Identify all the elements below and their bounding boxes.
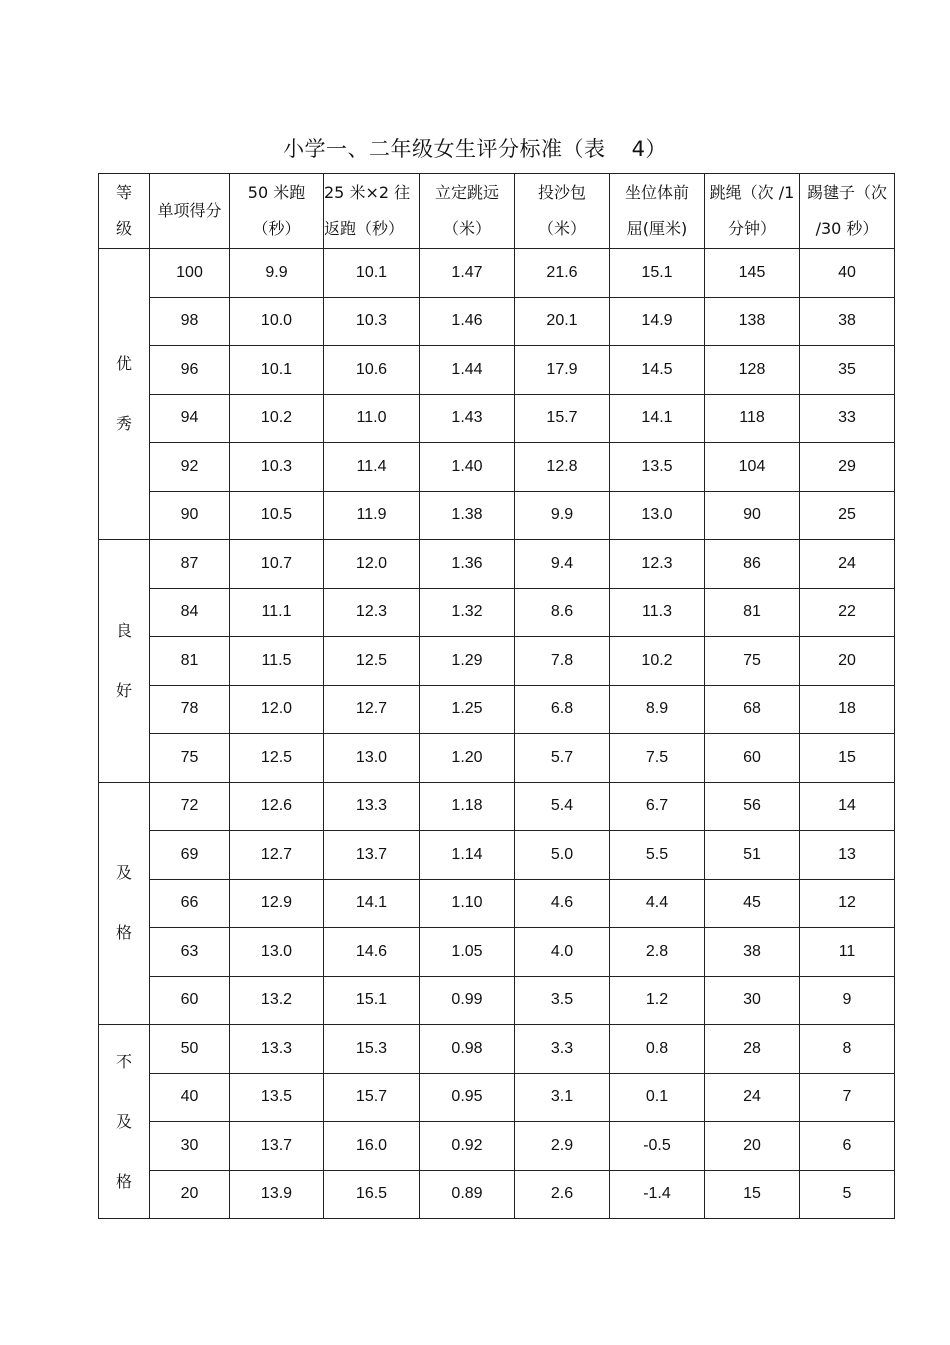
table-row [99, 588, 895, 637]
value-cell: 6 [800, 1122, 895, 1171]
header-shuttlecock-line2: /30 秒） [815, 219, 879, 238]
value-cell: 12.3 [610, 540, 705, 589]
score-cell: 78 [150, 685, 230, 734]
value-cell: 12.0 [324, 540, 420, 589]
value-cell: 21.6 [515, 249, 610, 298]
value-cell: 9.9 [515, 491, 610, 540]
value-cell: 1.18 [420, 782, 515, 831]
table-row [99, 637, 895, 686]
value-cell: 28 [705, 1025, 800, 1074]
value-cell: 29 [800, 443, 895, 492]
grade-char: 格 [115, 1171, 132, 1191]
table-row [99, 1073, 895, 1122]
value-cell: 10.3 [324, 297, 420, 346]
value-cell: 12.0 [230, 685, 324, 734]
value-cell: 68 [705, 685, 800, 734]
value-cell: 11.5 [230, 637, 324, 686]
grade-cell [99, 249, 150, 540]
score-cell: 92 [150, 443, 230, 492]
value-cell: 15.7 [515, 394, 610, 443]
table-body [99, 249, 895, 1219]
value-cell: 15 [800, 734, 895, 783]
value-cell: 9 [800, 976, 895, 1025]
header-grade-line2: 级 [115, 219, 132, 238]
score-cell: 100 [150, 249, 230, 298]
value-cell: 1.10 [420, 879, 515, 928]
value-cell: 1.40 [420, 443, 515, 492]
value-cell: 24 [705, 1073, 800, 1122]
grade-char: 好 [115, 680, 132, 700]
value-cell: 0.92 [420, 1122, 515, 1171]
value-cell: 1.36 [420, 540, 515, 589]
score-cell: 30 [150, 1122, 230, 1171]
value-cell: 12.7 [230, 831, 324, 880]
value-cell: 13.9 [230, 1170, 324, 1219]
value-cell: 86 [705, 540, 800, 589]
value-cell: 11.4 [324, 443, 420, 492]
value-cell: 56 [705, 782, 800, 831]
value-cell: 13.7 [230, 1122, 324, 1171]
table-row [99, 782, 895, 831]
value-cell: 1.20 [420, 734, 515, 783]
title-number: 4） [631, 137, 667, 161]
score-cell: 84 [150, 588, 230, 637]
table-row [99, 540, 895, 589]
value-cell: 1.47 [420, 249, 515, 298]
value-cell: 8.9 [610, 685, 705, 734]
score-cell: 63 [150, 928, 230, 977]
value-cell: 138 [705, 297, 800, 346]
value-cell: 10.6 [324, 346, 420, 395]
table-row [99, 1025, 895, 1074]
value-cell: 9.4 [515, 540, 610, 589]
header-jump-line1: 立定跳远 [434, 183, 499, 202]
table-row [99, 928, 895, 977]
value-cell: 10.1 [324, 249, 420, 298]
score-cell: 94 [150, 394, 230, 443]
value-cell: 1.29 [420, 637, 515, 686]
value-cell: 3.5 [515, 976, 610, 1025]
value-cell: 16.5 [324, 1170, 420, 1219]
grade-cell [99, 540, 150, 783]
score-cell: 50 [150, 1025, 230, 1074]
value-cell: 5.7 [515, 734, 610, 783]
header-50m-line1: 50 米跑 [247, 183, 306, 202]
value-cell: 8 [800, 1025, 895, 1074]
grade-char: 不 [115, 1051, 132, 1071]
value-cell: 1.44 [420, 346, 515, 395]
value-cell: 6.8 [515, 685, 610, 734]
value-cell: 14.5 [610, 346, 705, 395]
table-row [99, 879, 895, 928]
header-jump-line2: （米） [442, 219, 491, 238]
value-cell: 1.43 [420, 394, 515, 443]
header-sandbag-line1: 投沙包 [537, 183, 586, 202]
value-cell: 1.05 [420, 928, 515, 977]
table-row [99, 976, 895, 1025]
value-cell: 20 [705, 1122, 800, 1171]
table-row [99, 734, 895, 783]
value-cell: 8.6 [515, 588, 610, 637]
score-cell: 72 [150, 782, 230, 831]
header-score-line1: 单项得分 [157, 201, 222, 220]
header-rope-line1: 跳绳（次 /1 [709, 183, 795, 202]
value-cell: 5.4 [515, 782, 610, 831]
score-cell: 66 [150, 879, 230, 928]
score-cell: 87 [150, 540, 230, 589]
value-cell: 6.7 [610, 782, 705, 831]
value-cell: 11.1 [230, 588, 324, 637]
value-cell: 0.95 [420, 1073, 515, 1122]
value-cell: -1.4 [610, 1170, 705, 1219]
value-cell: 13 [800, 831, 895, 880]
header-shuttlecock [800, 174, 895, 249]
value-cell: 20 [800, 637, 895, 686]
table-row [99, 1122, 895, 1171]
score-cell: 96 [150, 346, 230, 395]
value-cell: 12.7 [324, 685, 420, 734]
header-score [150, 174, 230, 249]
table-row [99, 491, 895, 540]
value-cell: 11 [800, 928, 895, 977]
header-sandbag-throw [515, 174, 610, 249]
value-cell: 5.5 [610, 831, 705, 880]
value-cell: 38 [800, 297, 895, 346]
value-cell: 11.0 [324, 394, 420, 443]
header-reach-line1: 坐位体前 [624, 183, 689, 202]
value-cell: 15.1 [610, 249, 705, 298]
value-cell: 10.5 [230, 491, 324, 540]
value-cell: 12 [800, 879, 895, 928]
value-cell: 24 [800, 540, 895, 589]
table-row [99, 443, 895, 492]
value-cell: 15.7 [324, 1073, 420, 1122]
value-cell: 0.99 [420, 976, 515, 1025]
score-cell: 20 [150, 1170, 230, 1219]
value-cell: 12.3 [324, 588, 420, 637]
grade-char: 秀 [115, 414, 132, 433]
value-cell: 104 [705, 443, 800, 492]
table-row [99, 249, 895, 298]
header-reach-line2: 屈(厘米) [626, 219, 688, 238]
value-cell: -0.5 [610, 1122, 705, 1171]
value-cell: 17.9 [515, 346, 610, 395]
value-cell: 118 [705, 394, 800, 443]
scoring-table [98, 173, 895, 1219]
value-cell: 2.6 [515, 1170, 610, 1219]
score-cell: 40 [150, 1073, 230, 1122]
grade-char: 及 [115, 863, 132, 883]
value-cell: 13.5 [230, 1073, 324, 1122]
score-cell: 90 [150, 491, 230, 540]
value-cell: 13.5 [610, 443, 705, 492]
value-cell: 145 [705, 249, 800, 298]
header-sit-reach [610, 174, 705, 249]
value-cell: 1.14 [420, 831, 515, 880]
value-cell: 90 [705, 491, 800, 540]
value-cell: 1.32 [420, 588, 515, 637]
table-row [99, 831, 895, 880]
value-cell: 20.1 [515, 297, 610, 346]
value-cell: 0.8 [610, 1025, 705, 1074]
value-cell: 25 [800, 491, 895, 540]
value-cell: 13.0 [324, 734, 420, 783]
value-cell: 1.38 [420, 491, 515, 540]
value-cell: 10.7 [230, 540, 324, 589]
page-title [0, 133, 950, 163]
grade-char: 及 [115, 1111, 132, 1131]
grade-char: 格 [115, 923, 132, 943]
header-shuttle-line2: 返跑（秒） [324, 219, 405, 238]
score-cell: 60 [150, 976, 230, 1025]
value-cell: 4.4 [610, 879, 705, 928]
value-cell: 10.1 [230, 346, 324, 395]
value-cell: 2.8 [610, 928, 705, 977]
table-row [99, 346, 895, 395]
value-cell: 14.1 [610, 394, 705, 443]
value-cell: 10.3 [230, 443, 324, 492]
header-shuttlecock-line1: 踢毽子（次 [806, 183, 887, 202]
header-50m-line2: （秒） [252, 219, 301, 238]
grade-char: 优 [115, 354, 132, 373]
value-cell: 12.8 [515, 443, 610, 492]
value-cell: 2.9 [515, 1122, 610, 1171]
value-cell: 1.25 [420, 685, 515, 734]
table-row [99, 1170, 895, 1219]
value-cell: 12.6 [230, 782, 324, 831]
value-cell: 0.98 [420, 1025, 515, 1074]
value-cell: 7.8 [515, 637, 610, 686]
value-cell: 7 [800, 1073, 895, 1122]
value-cell: 13.3 [324, 782, 420, 831]
value-cell: 15.3 [324, 1025, 420, 1074]
value-cell: 22 [800, 588, 895, 637]
value-cell: 38 [705, 928, 800, 977]
value-cell: 3.3 [515, 1025, 610, 1074]
value-cell: 15 [705, 1170, 800, 1219]
value-cell: 13.7 [324, 831, 420, 880]
value-cell: 5 [800, 1170, 895, 1219]
value-cell: 0.1 [610, 1073, 705, 1122]
value-cell: 15.1 [324, 976, 420, 1025]
value-cell: 11.9 [324, 491, 420, 540]
value-cell: 75 [705, 637, 800, 686]
value-cell: 60 [705, 734, 800, 783]
value-cell: 10.2 [230, 394, 324, 443]
value-cell: 16.0 [324, 1122, 420, 1171]
value-cell: 13.2 [230, 976, 324, 1025]
grade-cell [99, 782, 150, 1025]
value-cell: 10.0 [230, 297, 324, 346]
score-cell: 98 [150, 297, 230, 346]
title-text: 小学一、二年级女生评分标准（表 [283, 137, 606, 161]
header-sandbag-line2: （米） [537, 219, 586, 238]
value-cell: 4.6 [515, 879, 610, 928]
value-cell: 11.3 [610, 588, 705, 637]
value-cell: 40 [800, 249, 895, 298]
header-shuttle-line1: 25 米×2 往 [324, 183, 411, 202]
value-cell: 13.0 [230, 928, 324, 977]
value-cell: 12.5 [230, 734, 324, 783]
grade-char: 良 [115, 620, 132, 640]
value-cell: 14.9 [610, 297, 705, 346]
table-row [99, 394, 895, 443]
value-cell: 9.9 [230, 249, 324, 298]
value-cell: 12.5 [324, 637, 420, 686]
value-cell: 81 [705, 588, 800, 637]
score-cell: 69 [150, 831, 230, 880]
value-cell: 1.2 [610, 976, 705, 1025]
value-cell: 13.3 [230, 1025, 324, 1074]
value-cell: 14.6 [324, 928, 420, 977]
value-cell: 14 [800, 782, 895, 831]
header-grade [99, 174, 150, 249]
value-cell: 18 [800, 685, 895, 734]
header-shuttle-run [324, 174, 420, 249]
grade-cell [99, 1025, 150, 1219]
value-cell: 7.5 [610, 734, 705, 783]
value-cell: 45 [705, 879, 800, 928]
value-cell: 51 [705, 831, 800, 880]
value-cell: 14.1 [324, 879, 420, 928]
header-rope-skip [705, 174, 800, 249]
value-cell: 3.1 [515, 1073, 610, 1122]
header-grade-line1: 等 [115, 183, 132, 202]
header-50m-run [230, 174, 324, 249]
value-cell: 5.0 [515, 831, 610, 880]
score-cell: 75 [150, 734, 230, 783]
value-cell: 128 [705, 346, 800, 395]
header-row [99, 174, 895, 249]
table-row [99, 297, 895, 346]
value-cell: 4.0 [515, 928, 610, 977]
header-rope-line2: 分钟） [727, 219, 776, 238]
value-cell: 10.2 [610, 637, 705, 686]
score-cell: 81 [150, 637, 230, 686]
value-cell: 33 [800, 394, 895, 443]
value-cell: 12.9 [230, 879, 324, 928]
header-long-jump [420, 174, 515, 249]
value-cell: 13.0 [610, 491, 705, 540]
value-cell: 30 [705, 976, 800, 1025]
value-cell: 35 [800, 346, 895, 395]
value-cell: 0.89 [420, 1170, 515, 1219]
value-cell: 1.46 [420, 297, 515, 346]
table-row [99, 685, 895, 734]
